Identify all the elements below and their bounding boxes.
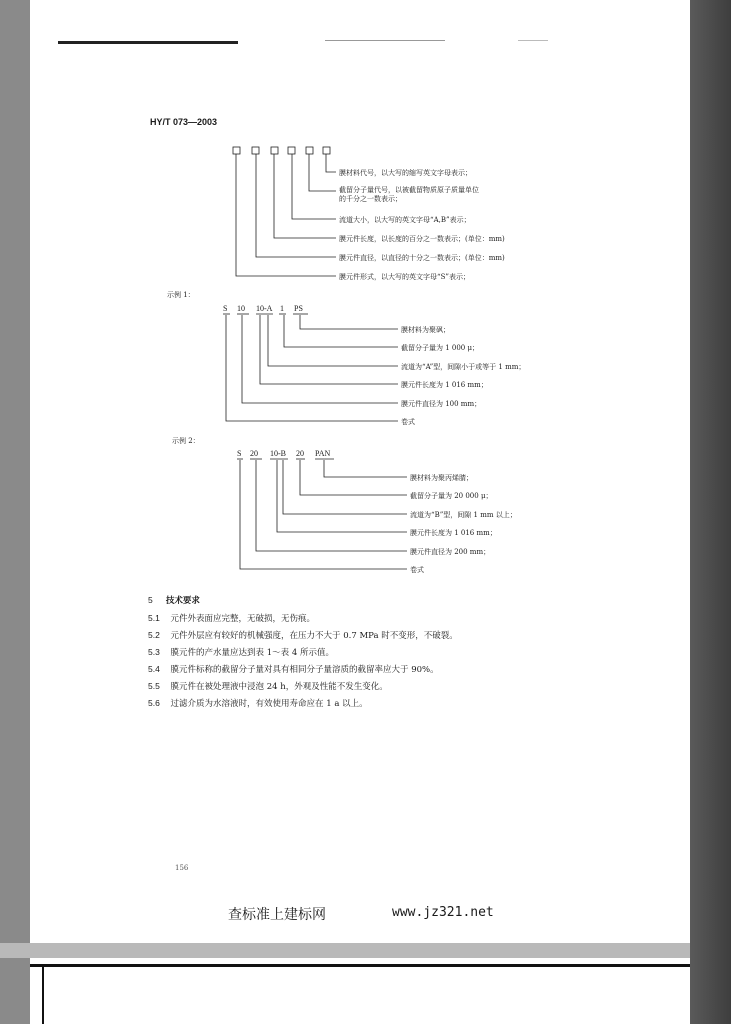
example1-label-channel: 流道为“A”型，间隙小于或等于 1 mm； [401, 363, 526, 371]
requirement-item [148, 612, 315, 624]
example2-code-form: S [237, 449, 242, 458]
legend-box-6 [323, 147, 330, 154]
requirement-text: 元件外层应有较好的机械强度，在压力不大于 0.7 MPa 时不变形，不破裂。 [170, 631, 458, 641]
example1-label-diameter: 膜元件直径为 100 mm； [401, 400, 482, 408]
requirement-item [148, 680, 388, 692]
legend-label-channel: 流道大小，以大写的英文字母“A,B”表示； [339, 216, 471, 224]
requirement-item [148, 663, 439, 675]
example2-code-mwco: 20 [296, 449, 304, 458]
requirement-item [148, 697, 368, 709]
standard-code: HY/T 073—2003 [150, 117, 218, 127]
requirement-text: 元件外表面应完整，无破损，无伤痕。 [170, 614, 316, 624]
next-document-page [30, 958, 690, 1024]
example1-code-length-channel: 10-A [256, 304, 273, 313]
example1-label-length: 膜元件长度为 1 016 mm； [401, 381, 488, 389]
requirement-text: 过滤介质为水溶液时，有效使用寿命应在 1 a 以上。 [170, 699, 368, 709]
example1-label-form: 卷式 [401, 418, 415, 426]
legend-box-3 [271, 147, 278, 154]
scan-margin-left [0, 0, 30, 1024]
legend-box-2 [252, 147, 259, 154]
requirement-number: 5.2 [148, 630, 160, 640]
example2-label-diameter: 膜元件直径为 200 mm； [410, 548, 491, 556]
legend-label-mwco-cont: 的千分之一数表示； [339, 195, 402, 203]
legend-box-5 [306, 147, 313, 154]
example2-code-length-channel: 10-B [270, 449, 286, 458]
legend-label-mwco: 截留分子量代号，以被截留物质原子质量单位 [339, 186, 479, 194]
code-legend-diagram [30, 0, 690, 600]
requirement-number: 5.6 [148, 698, 160, 708]
page-number: 156 [175, 864, 189, 872]
example2-label-length: 膜元件长度为 1 016 mm； [410, 529, 497, 537]
document-page [30, 0, 690, 943]
example1-title: 示例 1： [167, 291, 195, 299]
legend-box-1 [233, 147, 240, 154]
requirement-number: 5.5 [148, 681, 160, 691]
example1-code-form: S [223, 304, 228, 313]
example2-label-mwco: 截留分子量为 20 000 μ； [410, 492, 493, 500]
watermark-url[interactable]: www.jz321.net [392, 905, 494, 920]
requirement-item [148, 629, 458, 641]
requirement-item [148, 646, 334, 658]
requirement-text: 膜元件标称的截留分子量对具有相同分子量溶质的截留率应大于 90%。 [170, 665, 439, 675]
example1-code-diameter: 10 [237, 304, 245, 313]
example2-label-material: 膜材料为聚丙烯腈； [410, 474, 473, 482]
page-gap [0, 943, 690, 958]
example2-code-material: PAN [315, 449, 331, 458]
section-number: 5 [148, 595, 153, 605]
legend-label-length: 膜元件长度，以长度的百分之一数表示；(单位：mm) [339, 235, 505, 243]
example2-label-channel: 流道为“B”型，间隙 1 mm 以上； [410, 511, 517, 519]
legend-label-form: 膜元件形式，以大写的英文字母“S”表示； [339, 273, 470, 281]
example1-label-mwco: 截留分子量为 1 000 μ； [401, 344, 480, 352]
legend-label-material: 膜材料代号，以大写的缩写英文字母表示； [339, 169, 472, 177]
requirement-text: 膜元件在被处理液中浸泡 24 h，外观及性能不发生变化。 [170, 682, 388, 692]
legend-label-diameter: 膜元件直径，以直径的十分之一数表示；(单位：mm) [339, 254, 505, 262]
next-page-top-rule [30, 964, 690, 967]
requirement-number: 5.3 [148, 647, 160, 657]
requirement-text: 膜元件的产水量应达到表 1～表 4 所示值。 [170, 648, 334, 658]
watermark-site-name: 查标准上建标网 [228, 907, 326, 923]
example1-code-material: PS [294, 304, 303, 313]
example1-code-mwco: 1 [280, 304, 284, 313]
example2-label-form: 卷式 [410, 566, 424, 574]
example2-code-diameter: 20 [250, 449, 258, 458]
section-heading [148, 588, 200, 607]
example2-title: 示例 2： [172, 437, 200, 445]
requirement-number: 5.4 [148, 664, 160, 674]
example1-label-material: 膜材料为聚砜； [401, 326, 450, 334]
viewer-scrollbar-area[interactable] [690, 0, 731, 1024]
requirement-number: 5.1 [148, 613, 160, 623]
next-page-corner-mark [42, 966, 44, 1024]
legend-box-4 [288, 147, 295, 154]
section-title: 技术要求 [165, 596, 200, 606]
